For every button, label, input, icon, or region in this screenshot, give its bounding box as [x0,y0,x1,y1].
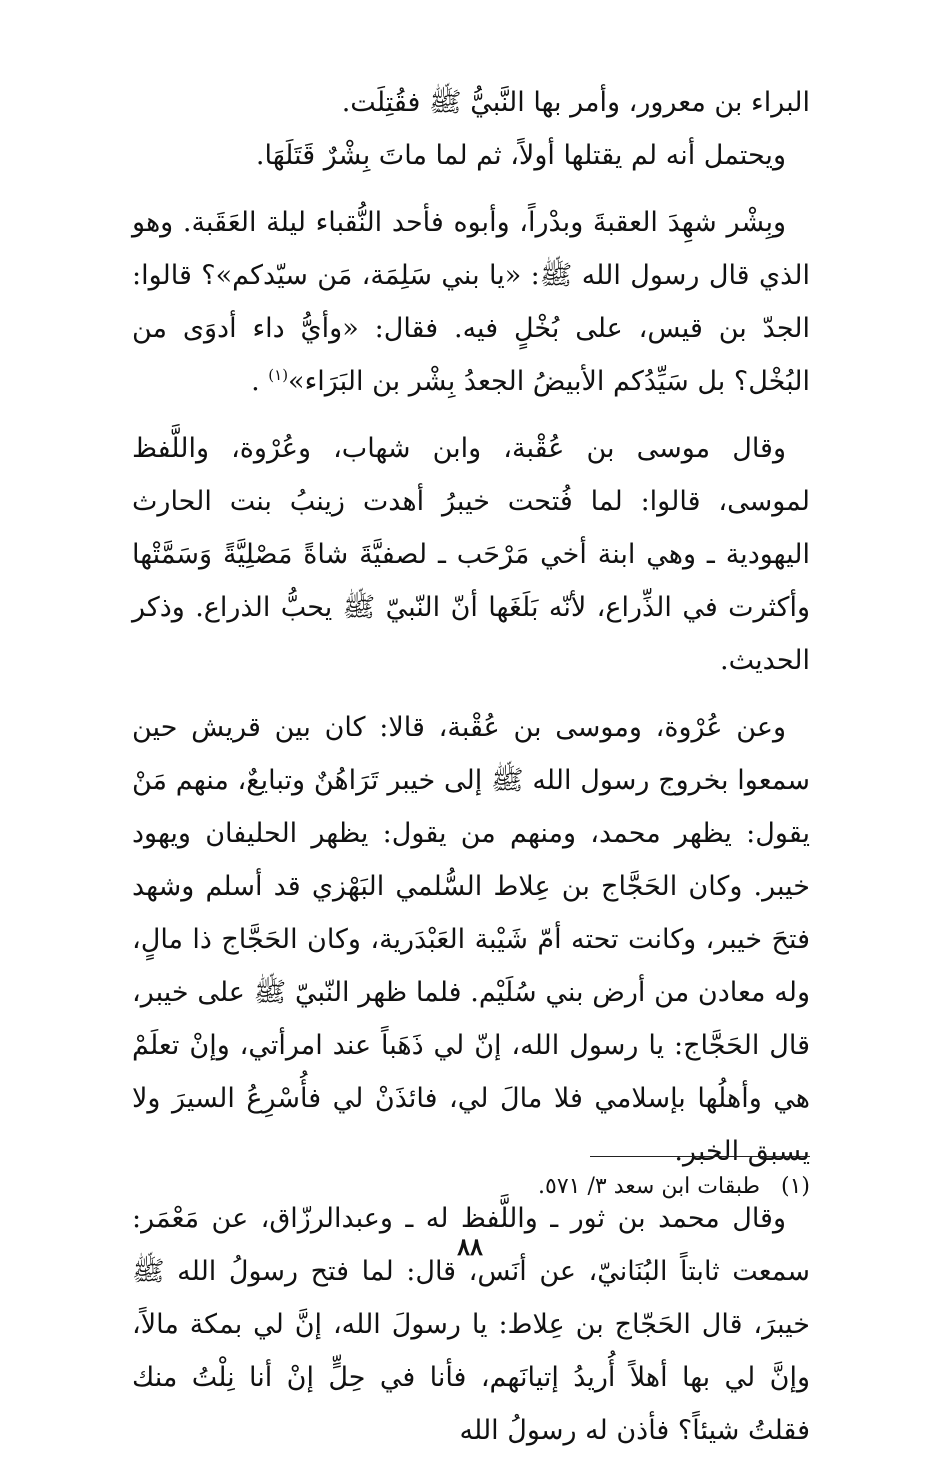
paragraph-5: وعن عُرْوة، وموسى بن عُقْبة، قالا: كان بين قريش حين سمعوا بخروج رسول الله ﷺ إلى خيبر تَرَاهُنٌ وتبايعٌ، منهم مَنْ يقول: يظهر محمد، ومنهم من يقول: يظهر الحليفان ويهود خيبر. وكان الحَجَّاج بن عِلاط السُّلمي البَهْزي قد أسلم وشهد فتحَ خيبر، وكانت تحته أمّ شَيْبة العَبْدَرية، وكان الحَجَّاج ذا مالٍ، وله معادن من أرض بني سُلَيْم. فلما ظهر النّبيّ ﷺ على خيبر، قال الحَجَّاج: يا رسول الله، إنّ لي ذَهَباً عند امرأتي، وإنْ تعلَمْ هي وأهلُها بإسلامي فلا مالَ لي، فائذَنْ لي فأُسْرِعُ السيرَ ولا يسبق الخبر. [132,712,810,1167]
footnote-number: (١) [780,1174,810,1199]
paragraph-6: وقال محمد بن ثور ـ واللَّفظ له ـ وعبدالرزّاق، عن مَعْمَر: سمعت ثابتاً البُنَانيّ، عن أنَس، قال: لما فتح رسولُ الله ﷺ خيبرَ، قال الحَجّاج بن عِلاط: يا رسولَ الله، إنَّ لي بمكة مالاً، وإنَّ لي بها أهلاً أُريدُ إتيانَهم، فأنا في حِلٍّ إنْ أنا نِلْتُ منك فقلتُ شيئاً؟ فأذن له رسولُ الله [132,1203,810,1446]
paragraph-2: ويحتمل أنه لم يقتلها أولاً، ثم لما ماتَ بِشْرٌ قَتَلَهَا. [255,140,786,171]
footnote [132,1170,810,1204]
paragraph-3-tail: . [251,366,269,397]
page-number: ٨٨ [457,1232,483,1261]
paragraph-4: وقال موسى بن عُقْبة، وابن شهاب، وعُرْوة، واللَّفظ لموسى، قالوا: لما فُتحت خيبرُ أهدت زينبُ بنت الحارث اليهودية ـ وهي ابنة أخي مَرْحَب ـ لصفيَّةَ شاةً مَصْلِيَّةً وَسَمَّتْها وأكثرت في الذِّراع، لأنّه بَلَغَها أنّ النّبيّ ﷺ يحبُّ الذراع. وذكر الحديث. [132,433,810,676]
footnote-text: طبقات ابن سعد ٣/ ٥٧١. [538,1174,760,1199]
paragraph-3-text: وبِشْر شهِدَ العقبةَ وبدْراً، وأبوه فأحد النُّقباء ليلة العَقَبة. وهو الذي قال رسول الله ﷺ: «يا بني سَلِمَة، مَن سيّدكم»؟ قالوا: الجدّ بن قيس، على بُخْلٍ فيه. فقال: «وأيُّ داء أدوَى من البُخْل؟ بل سَيِّدُكم الأبيضُ الجعدُ بِشْر بن البَرَاء» [132,207,810,397]
paragraph-1: البراء بن معرور، وأمر بها النَّبيُّ ﷺ فقُتِلَت. [341,87,810,118]
footnote-ref: (١) [268,366,289,384]
footnote-divider [590,1156,810,1157]
paragraph-3 [132,196,810,408]
